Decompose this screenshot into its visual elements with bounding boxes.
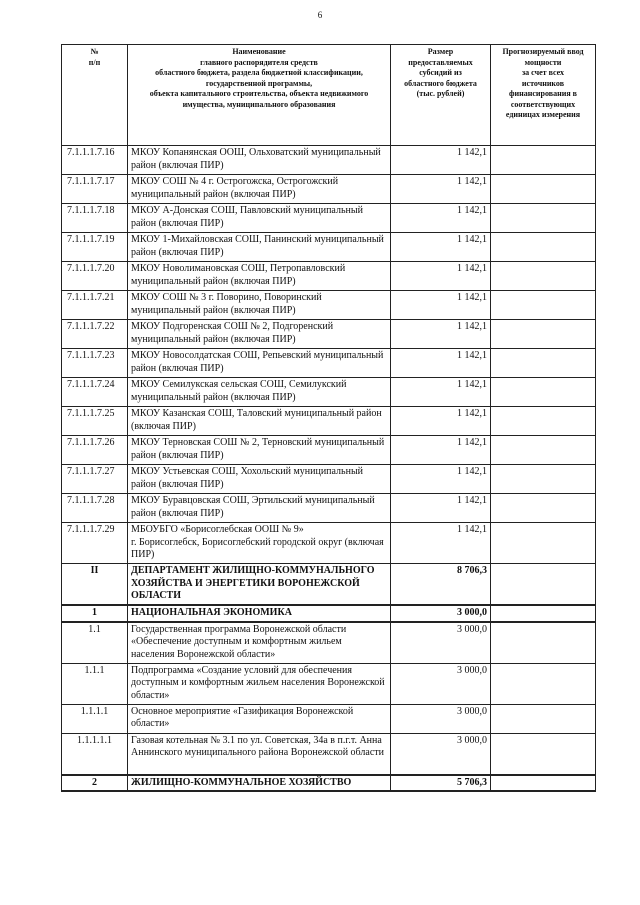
table-row (62, 407, 596, 436)
section-row (62, 605, 596, 622)
row-name: МКОУ Терновская СОШ № 2, Терновский муниципальный район (включая ПИР) (128, 436, 391, 465)
department-row (62, 564, 596, 606)
row-amount: 1 142,1 (391, 407, 491, 436)
row-name: МКОУ Семилукская сельская СОШ, Семилукский муниципальный район (включая ПИР) (128, 378, 391, 407)
row-num: 7.1.1.1.7.18 (62, 204, 128, 233)
row-capacity (491, 262, 596, 291)
row-num: 7.1.1.1.7.28 (62, 494, 128, 523)
row-amount: 1 142,1 (391, 436, 491, 465)
row-name: МБОУБГО «Борисоглебская ООШ № 9» г. Борисоглебск, Борисоглебский городской округ (включая ПИР) (128, 523, 391, 564)
row-name: МКОУ Новосолдатская СОШ, Репьевский муниципальный район (включая ПИР) (128, 349, 391, 378)
row-capacity (491, 622, 596, 664)
row-amount: 3 000,0 (391, 663, 491, 704)
row-capacity (491, 175, 596, 204)
row-name: МКОУ Подгоренская СОШ № 2, Подгоренский муниципальный район (включая ПИР) (128, 320, 391, 349)
section-name: ЖИЛИЩНО-КОММУНАЛЬНОЕ ХОЗЯЙСТВО (128, 775, 391, 792)
table-row (62, 204, 596, 233)
table-row (62, 378, 596, 407)
row-name: Основное мероприятие «Газификация Воронежской области» (128, 704, 391, 733)
row-amount: 1 142,1 (391, 146, 491, 175)
row-amount: 1 142,1 (391, 523, 491, 564)
section-amount: 5 706,3 (391, 775, 491, 792)
row-capacity (491, 204, 596, 233)
header-num: № п/п (62, 45, 128, 146)
row-capacity (491, 436, 596, 465)
dept-name: ДЕПАРТАМЕНТ ЖИЛИЩНО-КОММУНАЛЬНОГО ХОЗЯЙСТВА И ЭНЕРГЕТИКИ ВОРОНЕЖСКОЙ ОБЛАСТИ (128, 564, 391, 606)
section-amount: 3 000,0 (391, 605, 491, 622)
section-capacity (491, 775, 596, 792)
table-row (62, 622, 596, 664)
row-amount: 1 142,1 (391, 320, 491, 349)
row-name: МКОУ Казанская СОШ, Таловский муниципальный район (включая ПИР) (128, 407, 391, 436)
row-name: МКОУ А-Донская СОШ, Павловский муниципальный район (включая ПИР) (128, 204, 391, 233)
row-name: МКОУ СОШ № 3 г. Поворино, Поворинский муниципальный район (включая ПИР) (128, 291, 391, 320)
row-num: 7.1.1.1.7.24 (62, 378, 128, 407)
table-row (62, 349, 596, 378)
row-amount: 1 142,1 (391, 291, 491, 320)
row-name: Государственная программа Воронежской области «Обеспечение доступным и комфортным жильем населения Воронежской области» (128, 622, 391, 664)
dept-amount: 8 706,3 (391, 564, 491, 606)
table-row (62, 704, 596, 733)
row-name: Газовая котельная № 3.1 по ул. Советская, 34а в п.г.т. Анна Аннинского муниципального района Воронежской области (128, 733, 391, 775)
row-capacity (491, 494, 596, 523)
row-capacity (491, 291, 596, 320)
row-num: 7.1.1.1.7.29 (62, 523, 128, 564)
header-amount: Размер предоставляемых субсидий из областного бюджета (тыс. рублей) (391, 45, 491, 146)
table-row (62, 494, 596, 523)
row-capacity (491, 704, 596, 733)
row-amount: 1 142,1 (391, 175, 491, 204)
row-num: 7.1.1.1.7.27 (62, 465, 128, 494)
table-row (62, 233, 596, 262)
row-capacity (491, 320, 596, 349)
table-row (62, 146, 596, 175)
section-capacity (491, 605, 596, 622)
section-num: 2 (62, 775, 128, 792)
row-name: МКОУ Новолимановская СОШ, Петропавловский муниципальный район (включая ПИР) (128, 262, 391, 291)
row-name: МКОУ СОШ № 4 г. Острогожска, Острогожский муниципальный район (включая ПИР) (128, 175, 391, 204)
page-number: 6 (317, 10, 323, 20)
row-num: 7.1.1.1.7.16 (62, 146, 128, 175)
row-capacity (491, 465, 596, 494)
row-name: МКОУ 1-Михайловская СОШ, Панинский муниципальный район (включая ПИР) (128, 233, 391, 262)
table-header (62, 45, 596, 146)
row-amount: 3 000,0 (391, 733, 491, 775)
table-row (62, 436, 596, 465)
row-num: 7.1.1.1.7.22 (62, 320, 128, 349)
section-num: 1 (62, 605, 128, 622)
budget-table (61, 44, 596, 792)
table-row (62, 663, 596, 704)
row-num: 7.1.1.1.7.17 (62, 175, 128, 204)
table-row (62, 262, 596, 291)
row-num: 1.1.1.1 (62, 704, 128, 733)
row-num: 1.1.1 (62, 663, 128, 704)
row-amount: 1 142,1 (391, 494, 491, 523)
row-capacity (491, 378, 596, 407)
table-row (62, 291, 596, 320)
row-num: 1.1 (62, 622, 128, 664)
row-amount: 3 000,0 (391, 704, 491, 733)
row-capacity (491, 233, 596, 262)
row-amount: 1 142,1 (391, 233, 491, 262)
table-row (62, 175, 596, 204)
row-capacity (491, 146, 596, 175)
row-capacity (491, 407, 596, 436)
row-num: 1.1.1.1.1 (62, 733, 128, 775)
row-amount: 1 142,1 (391, 465, 491, 494)
row-amount: 3 000,0 (391, 622, 491, 664)
row-num: 7.1.1.1.7.23 (62, 349, 128, 378)
row-name: Подпрограмма «Создание условий для обеспечения доступным и комфортным жильем населения Воронежской области» (128, 663, 391, 704)
header-capacity: Прогнозируемый ввод мощности за счет всех источников финансирования в соответствующих единицах измерения (491, 45, 596, 146)
section-name: НАЦИОНАЛЬНАЯ ЭКОНОМИКА (128, 605, 391, 622)
dept-num: II (62, 564, 128, 606)
row-capacity (491, 663, 596, 704)
row-num: 7.1.1.1.7.25 (62, 407, 128, 436)
table-row (62, 320, 596, 349)
section-row (62, 775, 596, 792)
row-amount: 1 142,1 (391, 349, 491, 378)
row-amount: 1 142,1 (391, 204, 491, 233)
table-row (62, 733, 596, 775)
table-row (62, 523, 596, 564)
row-name: МКОУ Копанянская ООШ, Ольховатский муниципальный район (включая ПИР) (128, 146, 391, 175)
row-num: 7.1.1.1.7.20 (62, 262, 128, 291)
row-amount: 1 142,1 (391, 378, 491, 407)
header-name: Наименование главного распорядителя средств областного бюджета, раздела бюджетной классификации, государственной программы, объекта капитального строительства, объекта недвижимого имущества, муниципального образования (128, 45, 391, 146)
row-capacity (491, 349, 596, 378)
row-num: 7.1.1.1.7.19 (62, 233, 128, 262)
row-num: 7.1.1.1.7.26 (62, 436, 128, 465)
row-num: 7.1.1.1.7.21 (62, 291, 128, 320)
row-capacity (491, 523, 596, 564)
row-name: МКОУ Буравцовская СОШ, Эртильский муниципальный район (включая ПИР) (128, 494, 391, 523)
row-amount: 1 142,1 (391, 262, 491, 291)
dept-capacity (491, 564, 596, 606)
table-row (62, 465, 596, 494)
row-capacity (491, 733, 596, 775)
row-name: МКОУ Устьевская СОШ, Хохольский муниципальный район (включая ПИР) (128, 465, 391, 494)
